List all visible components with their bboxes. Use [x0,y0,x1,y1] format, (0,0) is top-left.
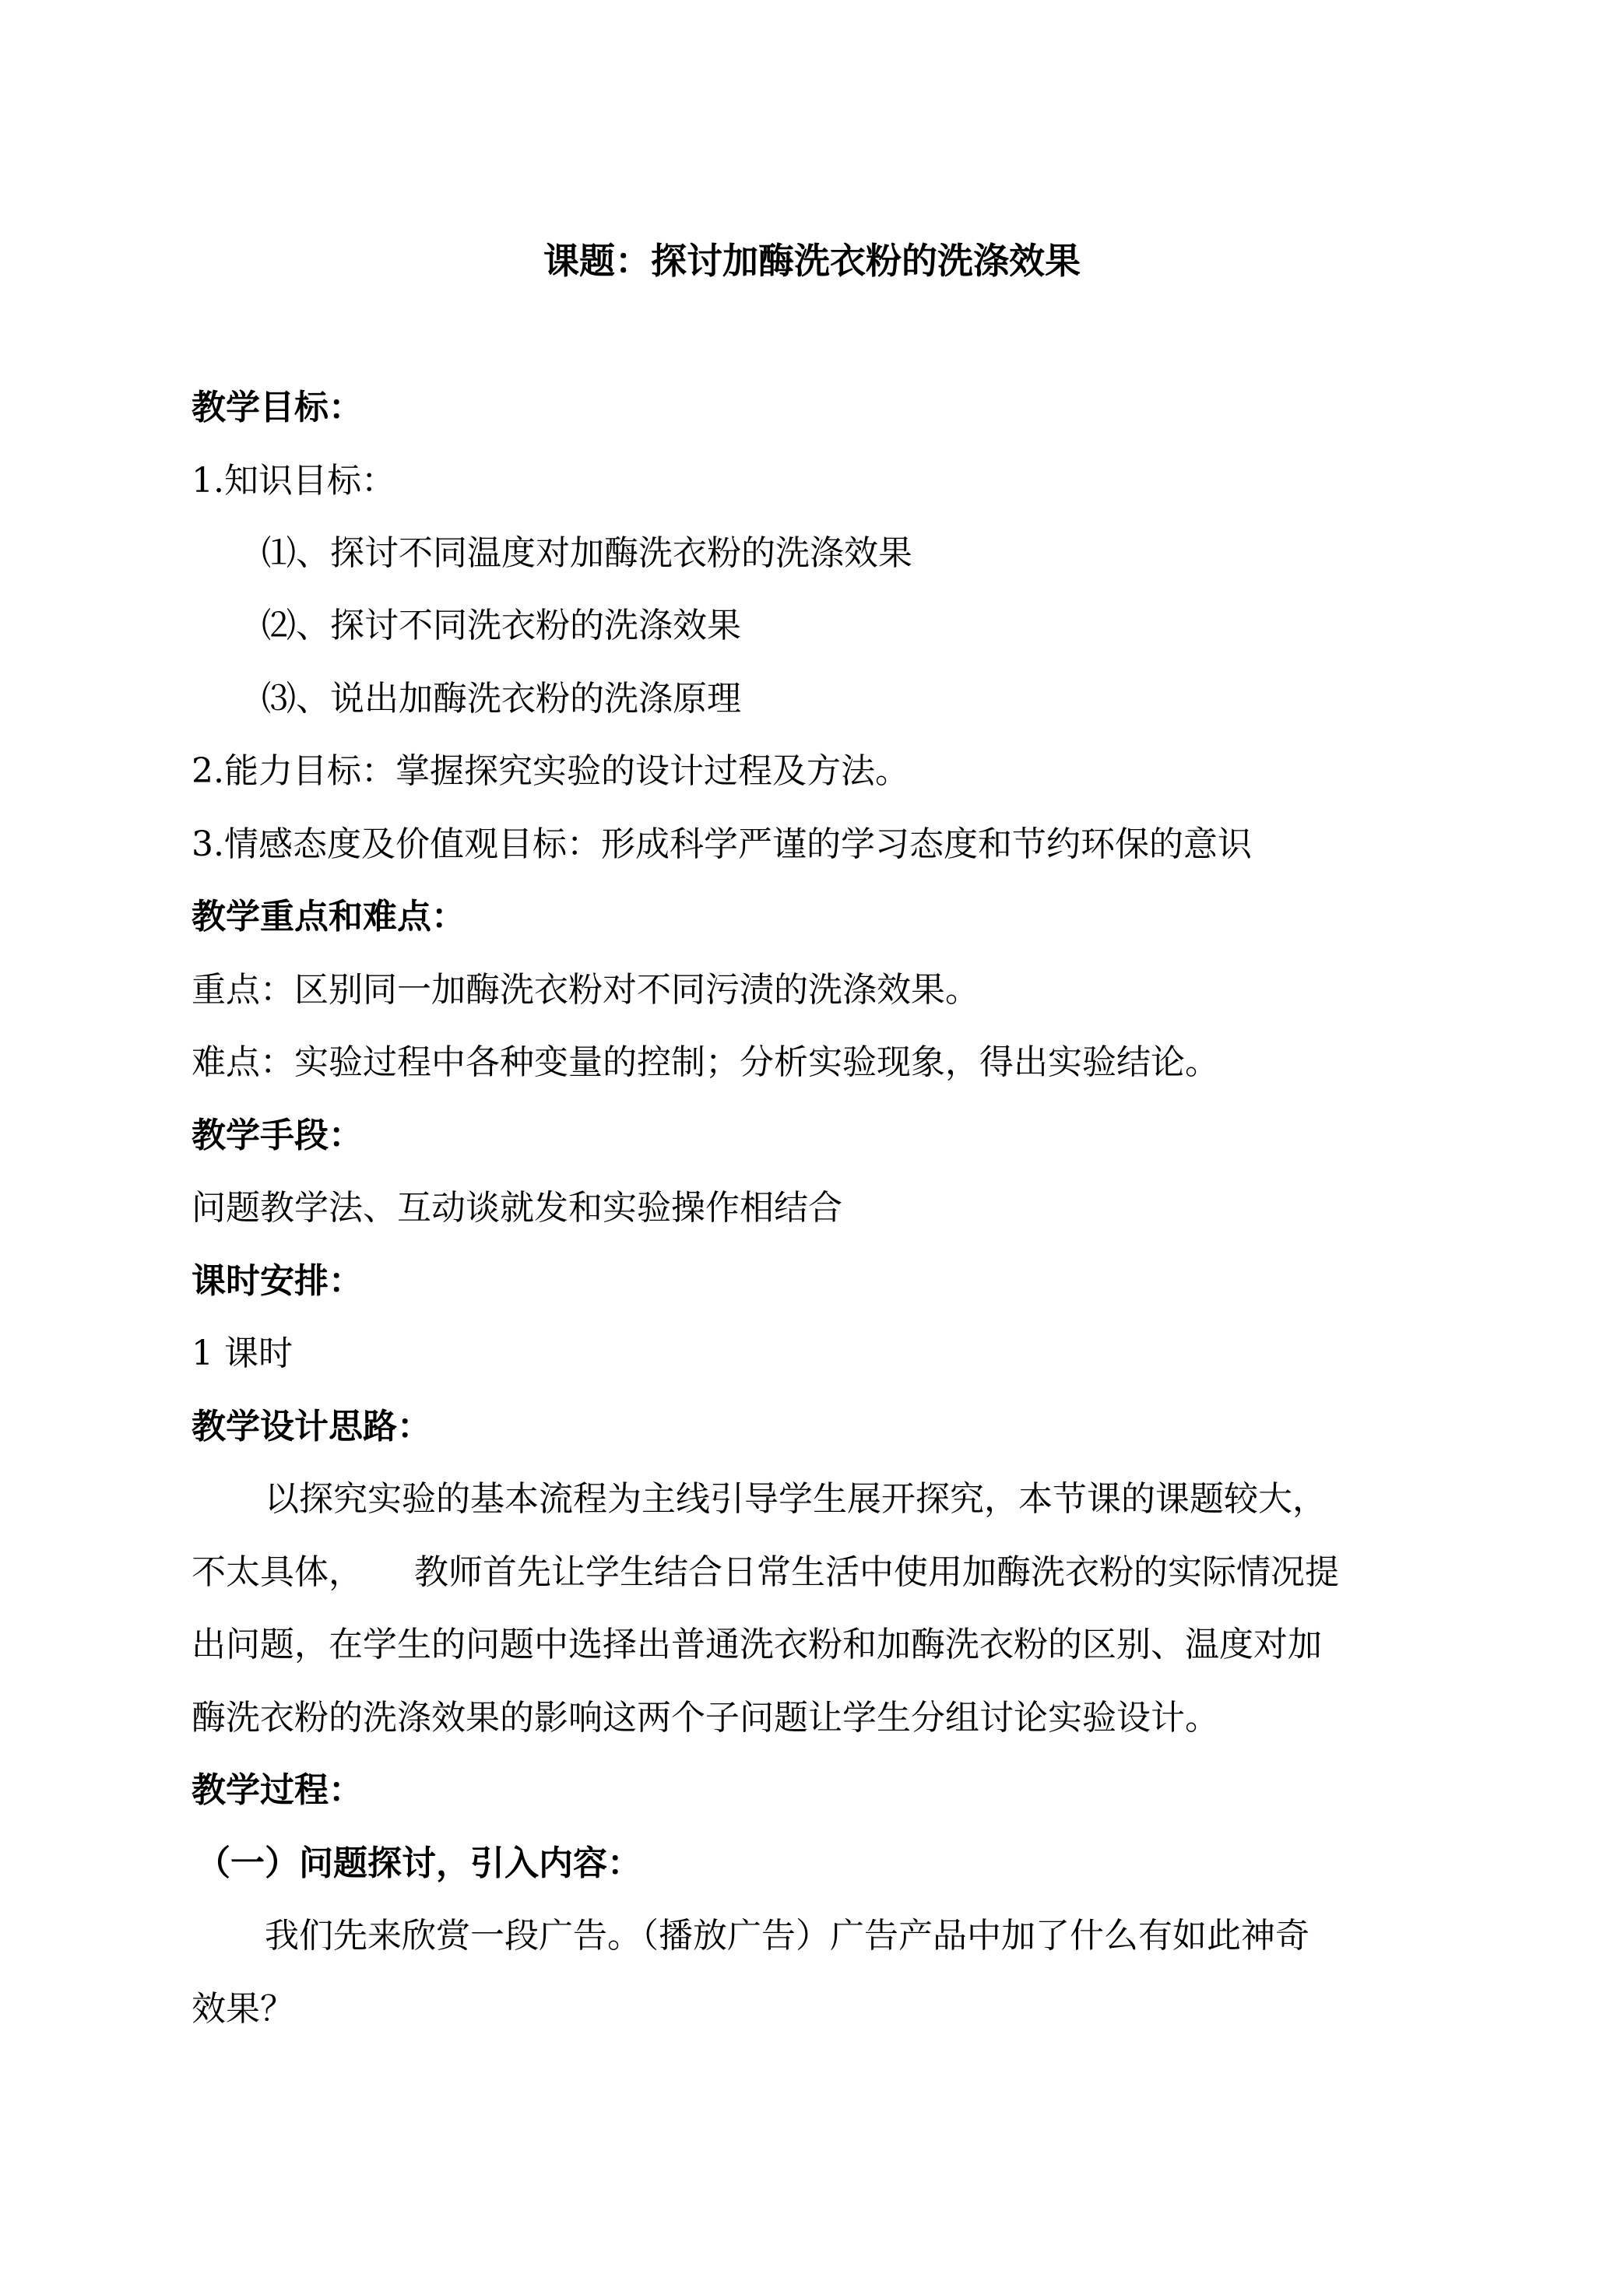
process-section-1-heading: （一）问题探讨，引入内容： [196,1843,642,1883]
design-paragraph-line: 出问题，在学生的问题中选择出普通洗衣粉和加酶洗衣粉的区别、温度对加 [192,1625,1322,1664]
process-paragraph-line: 我们先来欣赏一段广告。（播放广告）广告产品中加了什么有如此神奇 [265,1916,1309,1956]
design-paragraph-line: 不太具体， 教师首先让学生结合日常生活中使用加酶洗衣粉的实际情况提 [192,1552,1339,1592]
methods-text: 问题教学法、互动谈就发和实验操作相结合 [192,1188,842,1228]
knowledge-objective-label: 1.知识目标： [192,461,395,501]
process-heading: 教学过程： [192,1770,363,1810]
knowledge-item-3: ⑶、说出加酶洗衣粉的洗涤原理 [262,679,741,719]
design-paragraph-line: 酶洗衣粉的洗涤效果的影响这两个子问题让学生分组讨论实验设计。 [192,1698,1219,1738]
knowledge-item-2: ⑵、探讨不同洗衣粉的洗涤效果 [262,606,741,645]
schedule-text: 1 课时 [192,1334,293,1373]
difficult-point: 难点：实验过程中各种变量的控制；分析实验现象，得出实验结论。 [192,1042,1219,1082]
key-point: 重点：区别同一加酶洗衣粉对不同污渍的洗涤效果。 [192,970,979,1010]
design-heading: 教学设计思路： [192,1407,431,1446]
emotion-objective: 3.情感态度及价值观目标：形成科学严谨的学习态度和节约环保的意识 [192,824,1252,864]
schedule-heading: 课时安排： [192,1261,363,1301]
ability-objective: 2.能力目标：掌握探究实验的设计过程及方法。 [192,751,909,791]
keypoints-heading: 教学重点和难点： [192,897,466,937]
design-paragraph-line: 以探究实验的基本流程为主线引导学生展开探究，本节课的课题较大， [265,1479,1327,1519]
knowledge-item-1: ⑴、探讨不同温度对加酶洗衣粉的洗涤效果 [262,533,912,573]
process-paragraph-line: 效果？ [192,1989,294,2029]
page-title: 课题：探讨加酶洗衣粉的洗涤效果 [543,240,1081,282]
objectives-heading: 教学目标： [192,388,363,427]
methods-heading: 教学手段： [192,1116,363,1155]
